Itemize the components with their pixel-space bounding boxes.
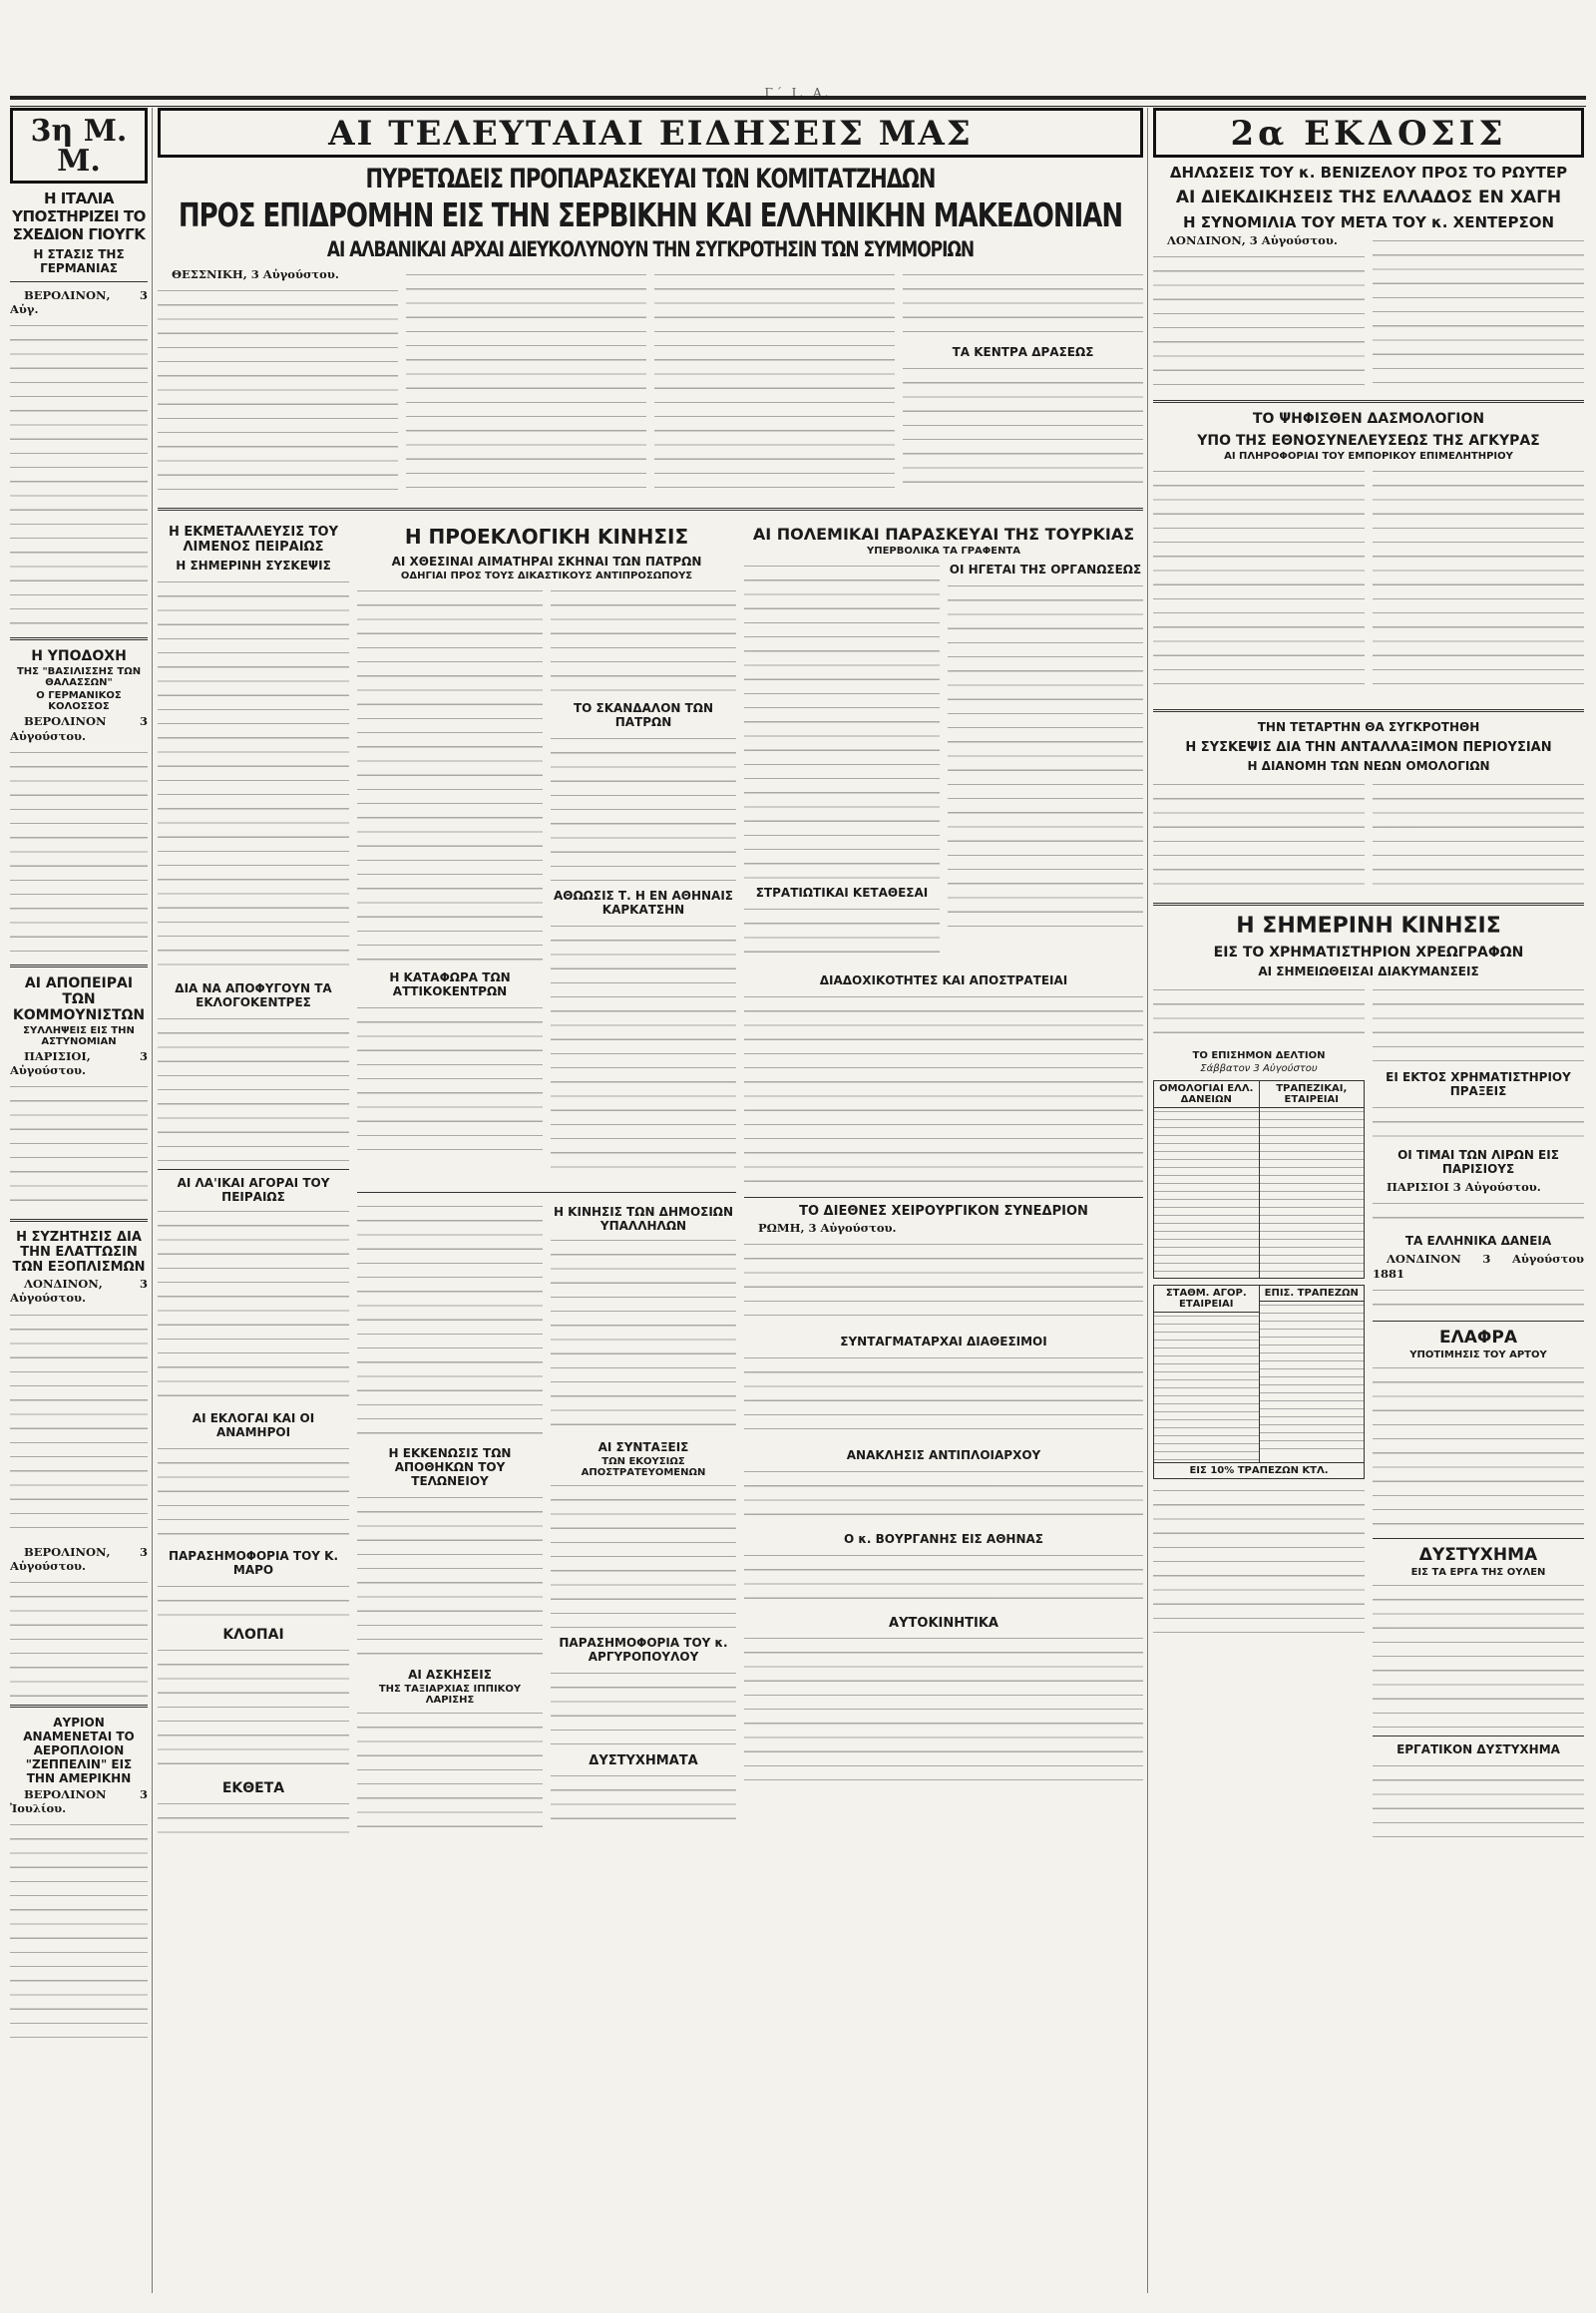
subhead-military-moves: ΣΤΡΑΤΙΩΤΙΚΑΙ ΚΕΤΑΘΕΣΑΙ <box>755 886 929 900</box>
headline-communists: ΑΙ ΑΠΟΠΕΙΡΑΙ ΤΩΝ ΚΟΜΜΟΥΝΙΣΤΩΝ <box>12 974 146 1023</box>
left-column <box>10 108 148 2045</box>
headline-zeppelin: ΑΥΡΙΟΝ ΑΝΑΜΕΝΕΤΑΙ ΤΟ ΑΕΡΟΠΛΟΙΟΝ "ΖΕΠΠΕΛΙΝ" ΕΙΣ ΤΗΝ ΑΜΕΡΙΚΗΝ <box>23 1716 135 1786</box>
subhead-leaders: ΟΙ ΗΓΕΤΑΙ ΤΗΣ ΟΡΓΑΝΩΣΕΩΣ <box>949 563 1142 577</box>
dateline: ΒΕΡΟΛΙΝΟΝ, 3 Αὐγ. <box>10 288 148 317</box>
subhead-ulen: ΕΙΣ ΤΑ ΕΡΓΑ ΤΗΣ ΟΥΛΕΝ <box>1410 1566 1546 1578</box>
stock-table <box>1153 1080 1365 1279</box>
headline-ypodoxi: Η ΥΠΟΔΟΧΗ <box>31 648 127 665</box>
table-header: ΕΠΙΣ. ΤΡΑΠΕΖΩΝ <box>1260 1286 1365 1302</box>
subhead-bread: ΥΠΟΤΙΜΗΣΙΣ ΤΟΥ ΑΡΤΟΥ <box>1409 1349 1547 1360</box>
subhead-greek-loans: ΤΑ ΕΛΛΗΝΙΚΑ ΔΑΝΕΙΑ <box>1404 1234 1552 1249</box>
subhead-decoration: ΠΑΡΑΣΗΜΟΦΟΡΙΑ ΤΟΥ Κ. ΜΑΡΟ <box>168 1549 339 1577</box>
headline-accident: ΔΥΣΤΥΧΗΜΑ <box>1418 1544 1538 1565</box>
dateline: ΘΕΣΣΝΙΚΗ, 3 Αὐγούστου. <box>172 267 339 281</box>
headline-stock-exchange: Η ΣΗΜΕΡΙΝΗ ΚΙΝΗΣΙΣ <box>1236 914 1501 940</box>
subhead-cavalry: ΤΗΣ ΤΑΞΙΑΡΧΙΑΣ ΙΠΠΙΚΟΥ ΛΑΡΙΣΗΣ <box>378 1684 522 1706</box>
headline-exercises: ΑΙ ΑΣΚΗΣΕΙΣ <box>408 1668 492 1682</box>
subhead-scandal: ΤΟ ΣΚΑΝΔΑΛΟΝ ΤΩΝ ΠΑΤΡΩΝ <box>573 701 714 729</box>
column-rule <box>1147 108 1148 2293</box>
headline-tariff: ΤΟ ΨΗΦΙΣΘΕΝ ΔΑΣΜΟΛΟΓΙΟΝ <box>1252 411 1485 428</box>
headline-congress: ΤΟ ΔΙΕΘΝΕΣ ΧΕΙΡΟΥΡΓΙΚΟΝ ΣΥΝΕΔΡΙΟΝ <box>799 1204 1088 1219</box>
table-footer: ΕΙΣ 10% ΤΡΑΠΕΖΩΝ ΚΤΛ. <box>1154 1462 1364 1478</box>
table-date: Σάββατον 3 Αὐγούστου <box>1200 1063 1318 1075</box>
subhead-chamber: ΑΙ ΠΛΗΡΟΦΟΡΙΑΙ ΤΟΥ ΕΜΠΟΡΙΚΟΥ ΕΠΙΜΕΛΗΤΗΡΙΟΥ <box>1224 451 1513 463</box>
edition-box-3mm: 3η Μ. Μ. <box>10 108 148 184</box>
right-column: 2α ΕΚΔΟΣΙΣ ΔΗΛΩΣΕΙΣ ΤΟΥ κ. ΒΕΝΙΖΕΛΟΥ ΠΡΟΣ ΤΟ ΡΩΥΤΕΡ ΑΙ ΔΙΕΚΔΙΚΗΣΕΙΣ ΤΗΣ ΕΛΛΑΔΟΣ ΕΝ ΧΑΓΗ Η ΣΥΝΟΜΙΛΙΑ ΤΟΥ ΜΕΤΑ ΤΟΥ κ. ΧΕΝΤΕΡΣΟΝ ΛΟΝΔΙΝΟΝ, 3 Αὐγούστου. ΤΟ ΨΗΦΙΣΘΕΝ ΔΑΣΜΟΛΟΓΙΟΝ ΥΠΟ ΤΗΣ ΕΘΝΟΣΥΝΕΛΕΥΣΕΩΣ ΤΗΣ ΑΓΚΥΡΑΣ ΑΙ ΠΛΗΡΟΦΟΡΙΑΙ ΤΟΥ ΕΜΠΟΡΙΚΟΥ ΕΠΙΜΕΛΗΤΗΡΙΟΥ ΤΗΝ ΤΕΤΑΡΤΗΝ ΘΑ ΣΥΓΚΡΟΤΗΘΗ Η ΣΥΣΚΕΨΙΣ ΔΙΑ ΤΗΝ ΑΝΤΑΛΛΑΞΙΜΟΝ ΠΕΡΙΟΥΣΙΑΝ Η ΔΙΑΝΟΜΗ ΤΩΝ ΝΕΩΝ ΟΜΟΛΟΓΙΩΝ Η ΣΗΜΕΡΙΝΗ ΚΙΝΗΣΙΣ ΕΙΣ ΤΟ ΧΡΗΜΑΤΙΣΤΗΡΙΟΝ ΧΡΕΩΓΡΑΦΩΝ ΑΙ ΣΗΜΕΙΩΘΕΙΣΑΙ ΔΙΑΚΥΜΑΝΣΕΙΣ ΤΟ ΕΠΙΣΗΜΟΝ ΔΕΛΤΙΟΝ Σάββατον 3 Αὐγούστου ΟΜΟΛΟΓΙΑΙ ΕΛΛ. ΔΑΝΕΙΩΝ ΤΡΑΠΕΖΙΚΑΙ, ΕΤΑΙΡΕΙΑΙ ΣΤΑΘΜ. ΑΓΟΡ. ΕΤΑΙΡΕΙΑΙ ΕΠΙΣ. ΤΡΑΠΕΖΩΝ ΕΙΣ 10% ΤΡΑΠΕΖΩΝ ΚΤΛ. ΕΙ ΕΚΤΟΣ ΧΡΗΜΑΤΙΣΤΗΡΙΟΥ ΠΡΑΞΕΙΣ ΟΙ ΤΙΜΑΙ ΤΩΝ ΛΙΡΩΝ ΕΙΣ ΠΑΡΙΣΙΟΥΣ ΠΑΡΙΣΙΟΙ 3 Αὐγούστου. ΤΑ ΕΛΛΗΝΙΚΑ ΔΑΝΕΙΑ ΛΟΝΔΙΝΟΝ 3 Αὐγούστου 1881 ΕΛΑΦΡΑ ΥΠΟΤΙΜΗΣΙΣ ΤΟΥ ΑΡΤΟΥ ΔΥΣΤΥΧΗΜΑ ΕΙΣ ΤΑ ΕΡΓΑ ΤΗΣ ΟΥΛΕΝ ΕΡΓΑΤΙΚΟΝ ΔΥΣΤΥΧΗΜΑ <box>1153 108 1584 1846</box>
subhead-pound-prices: ΟΙ ΤΙΜΑΙ ΤΩΝ ΛΙΡΩΝ ΕΙΣ ΠΑΡΙΣΙΟΥΣ <box>1397 1148 1559 1177</box>
dateline: ΒΕΡΟΛΙΝΟΝ 3 Ἰουλίου. <box>10 1787 148 1816</box>
subhead-retired: ΤΩΝ ΕΚΟΥΣΙΩΣ ΑΠΟΣΤΡΑΤΕΥΟΜΕΝΩΝ <box>581 1456 706 1478</box>
subhead-recall: ΑΝΑΚΛΗΣΙΣ ΑΝΤΙΠΛΟΙΑΡΧΟΥ <box>846 1448 1041 1463</box>
headline-italy: Η ΙΤΑΛΙΑ ΥΠΟΣΤΗΡΙΖΕΙ ΤΟ ΣΧΕΔΙΟΝ ΓΙΟΥΓΚ <box>12 190 146 243</box>
article-text <box>10 1081 148 1211</box>
main-headline-2: ΠΡΟΣ ΕΠΙΔΡΟΜΗΝ ΕΙΣ ΤΗΝ ΣΕΡΒΙΚΗΝ ΚΑΙ ΕΛΛΗΝΙΚΗΝ ΜΑΚΕΔΟΝΙΑΝ <box>178 197 1123 235</box>
subhead-evacuation: Η ΕΚΚΕΝΩΣΙΣ ΤΩΝ ΑΠΟΘΗΚΩΝ ΤΟΥ ΤΕΛΩΝΕΙΟΥ <box>388 1446 512 1488</box>
headline-claims: ΑΙ ΔΙΕΚΔΙΚΗΣΕΙΣ ΤΗΣ ΕΛΛΑΔΟΣ ΕΝ ΧΑΓΗ <box>1175 188 1562 207</box>
dateline: ΒΕΡΟΛΙΝΟΝ 3 Αὐγούστου. <box>10 714 148 743</box>
dateline: ΛΟΝΔΙΝΟΝ, 3 Αὐγούστου. <box>10 1277 148 1306</box>
headline-ektheta: ΕΚΘΕΤΑ <box>221 1780 285 1796</box>
subhead-successions: ΔΙΑΔΟΧΙΚΟΤΗΤΕΣ ΚΑΙ ΑΠΟΣΤΡΑΤΕΙΑΙ <box>819 973 1068 987</box>
subhead-argyropoulos: ΠΑΡΑΣΗΜΟΦΟΡΙΑ ΤΟΥ κ. ΑΡΓΥΡΟΠΟΥΛΟΥ <box>559 1636 728 1664</box>
subhead-karkatsis: ΑΘΩΩΣΙΣ Τ. Η ΕΝ ΑΘΗΝΑΙΣ ΚΑΡΚΑΤΣΗΝ <box>553 889 733 917</box>
article-text <box>10 1819 148 2039</box>
headline-thefts: ΚΛΟΠΑΙ <box>222 1627 284 1643</box>
subhead-bonds: Η ΔΙΑΝΟΜΗ ΤΩΝ ΝΕΩΝ ΟΜΟΛΟΓΙΩΝ <box>1247 759 1490 774</box>
top-rule <box>10 96 1586 107</box>
main-headline-1: ΠΥΡΕΤΩΔΕΙΣ ΠΡΟΠΑΡΑΣΚΕΥΑΙ ΤΩΝ ΚΟΜΙΤΑΤΖΗΔΩΝ <box>365 164 936 193</box>
subhead-off-exchange: ΕΙ ΕΚΤΟΣ ΧΡΗΜΑΤΙΣΤΗΡΙΟΥ ΠΡΑΞΕΙΣ <box>1386 1070 1571 1099</box>
middle-stories: Η ΕΚΜΕΤΑΛΛΕΥΣΙΣ ΤΟΥ ΛΙΜΕΝΟΣ ΠΕΙΡΑΙΩΣ Η ΣΗΜΕΡΙΝΗ ΣΥΣΚΕΨΙΣ ΔΙΑ ΝΑ ΑΠΟΦΥΓΟΥΝ ΤΑ ΕΚΛΟΓΟΚΕΝΤΡΕΣ ΑΙ ΛΑ'ΙΚΑΙ ΑΓΟΡΑΙ ΤΟΥ ΠΕΙΡΑΙΩΣ ΑΙ ΕΚΛΟΓΑΙ ΚΑΙ ΟΙ ΑΝΑΜΗΡΟΙ ΠΑΡΑΣΗΜΟΦΟΡΙΑ ΤΟΥ Κ. ΜΑΡΟ ΚΛΟΠΑΙ ΕΚΘΕΤΑ Η ΠΡΟΕΚΛΟΓΙΚΗ ΚΙΝΗΣΙΣ ΑΙ ΧΘΕΣΙΝΑΙ ΑΙΜΑΤΗΡΑΙ ΣΚΗΝΑΙ ΤΩΝ ΠΑΤΡΩΝ ΟΔΗΓΙΑΙ ΠΡΟΣ ΤΟΥΣ ΔΙΚΑΣΤΙΚΟΥΣ ΑΝΤΙΠΡΟΣΩΠΟΥΣ Η ΚΑΤΑΦΩΡΑ ΤΩΝ ΑΤΤΙΚΟΚΕΝΤΡΩΝ ΤΟ ΣΚΑΝΔΑΛΟΝ ΤΩΝ ΠΑΤΡΩΝ ΑΘΩΩΣΙΣ Τ. Η ΕΝ ΑΘΗΝΑΙΣ ΚΑΡΚΑΤΣΗΝ Η ΕΚΚΕΝΩΣΙΣ ΤΩΝ ΑΠΟΘΗΚΩΝ ΤΟΥ ΤΕΛΩΝΕΙΟΥ ΑΙ ΑΣΚΗΣΕΙΣ ΤΗΣ ΤΑΞΙΑΡΧΙΑΣ ΙΠΠΙΚΟΥ ΛΑΡΙΣΗΣ Η ΚΙΝΗΣΙΣ ΤΩΝ ΔΗΜΟΣΙΩΝ ΥΠΑΛΛΗΛΩΝ ΑΙ ΣΥΝΤΑΞΕΙΣ ΤΩΝ ΕΚΟΥΣΙΩΣ ΑΠΟΣΤΡΑΤΕΥΟΜΕΝΩΝ ΠΑΡΑΣΗΜΟΦΟΡΙΑ ΤΟΥ κ. ΑΡΓΥΡΟΠΟΥΛΟΥ ΔΥΣΤΥΧΗΜΑΤΑ ΑΙ ΠΟΛΕΜΙΚΑΙ ΠΑΡΑΣΚΕΥΑΙ ΤΗΣ ΤΟΥΡΚΙΑΣ ΥΠΕΡΒΟΛΙΚΑ ΤΑ ΓΡΑΦΕΝΤΑ ΣΤΡΑΤΙΩΤΙΚΑΙ ΚΕΤΑΘΕΣΑΙ ΟΙ ΗΓΕΤΑΙ ΤΗΣ ΟΡΓΑΝΩΣΕΩΣ ΔΙΑΔΟΧΙΚΟΤΗΤΕΣ ΚΑΙ ΑΠΟΣΤΡΑΤΕΙΑΙ ΤΟ ΔΙΕΘΝΕΣ ΧΕΙΡΟΥΡΓΙΚΟΝ ΣΥΝΕΔΡΙΟΝ ΡΩΜΗ, 3 Αὐγούστου. ΣΥΝΤΑΓΜΑΤΑΡΧΑΙ ΔΙΑΘΕΣΙΜΟΙ ΑΝΑΚΛΗΣΙΣ ΑΝΤΙΠΛΟΙΑΡΧΟΥ Ο κ. ΒΟΥΡΓΑΝΗΣ ΕΙΣ ΑΘΗΝΑΣ ΑΥΤΟΚΙΝΗΤΙΚΑ <box>158 519 1143 1844</box>
headline-venizelos: ΔΗΛΩΣΕΙΣ ΤΟΥ κ. ΒΕΝΙΖΕΛΟΥ ΠΡΟΣ ΤΟ ΡΩΥΤΕΡ <box>1169 164 1568 182</box>
subhead-germany: Η ΣΤΑΣΙΣ ΤΗΣ ΓΕΡΜΑΝΙΑΣ <box>33 247 125 275</box>
edition-box-2nd: 2α ΕΚΔΟΣΙΣ <box>1153 108 1584 158</box>
lead-story-columns <box>158 267 1143 500</box>
dateline: ΠΑΡΙΣΙΟΙ, 3 Αὐγούστου. <box>10 1048 148 1078</box>
table-header: ΤΡΑΠΕΖΙΚΑΙ, ΕΤΑΙΡΕΙΑΙ <box>1260 1081 1365 1108</box>
center-column <box>158 108 1143 1844</box>
subhead-ankara: ΥΠΟ ΤΗΣ ΕΘΝΟΣΥΝΕΛΕΥΣΕΩΣ ΤΗΣ ΑΓΚΥΡΑΣ <box>1197 433 1540 450</box>
subhead-patras: ΑΙ ΧΘΕΣΙΝΑΙ ΑΙΜΑΤΗΡΑΙ ΣΚΗΝΑΙ ΤΩΝ ΠΑΤΡΩΝ <box>391 555 702 569</box>
subhead-instructions: ΟΔΗΓΙΑΙ ΠΡΟΣ ΤΟΥΣ ΔΙΚΑΣΤΙΚΟΥΣ ΑΝΤΙΠΡΟΣΩΠΟΥΣ <box>400 571 693 581</box>
subhead-exchange: ΕΙΣ ΤΟ ΧΡΗΜΑΤΙΣΤΗΡΙΟΝ ΧΡΕΩΓΡΑΦΩΝ <box>1213 945 1524 962</box>
subhead-meeting: Η ΣΗΜΕΡΙΝΗ ΣΥΣΚΕΨΙΣ <box>176 559 331 573</box>
headline-elafra: ΕΛΑΦΡΑ <box>1439 1327 1517 1348</box>
subhead-vourganis: Ο κ. ΒΟΥΡΓΑΝΗΣ ΕΙΣ ΑΘΗΝΑΣ <box>844 1532 1043 1547</box>
table-title: ΤΟ ΕΠΙΣΗΜΟΝ ΔΕΛΤΙΟΝ <box>1192 1050 1326 1062</box>
article-text <box>10 747 148 957</box>
subhead-elections: ΑΙ ΕΚΛΟΓΑΙ ΚΑΙ ΟΙ ΑΝΑΜΗΡΟΙ <box>192 1411 315 1439</box>
subhead-attica: Η ΚΑΤΑΦΩΡΑ ΤΩΝ ΑΤΤΙΚΟΚΕΝΤΡΩΝ <box>389 970 511 998</box>
column-rule <box>152 108 153 2293</box>
subhead-colossus: Ο ΓΕΡΜΑΝΙΚΟΣ ΚΟΛΟΣΣΟΣ <box>36 690 122 713</box>
subhead-exaggerated: ΥΠΕΡΒΟΛΙΚΑ ΤΑ ΓΡΑΦΕΝΤΑ <box>866 546 1021 557</box>
dateline: ΒΕΡΟΛΙΝΟΝ, 3 Αὐγούστου. <box>10 1544 148 1573</box>
subhead-centers: ΤΑ ΚΕΝΤΡΑ ΔΡΑΣΕΩΣ <box>952 345 1094 359</box>
headline-cars: ΑΥΤΟΚΙΝΗΤΙΚΑ <box>889 1616 998 1632</box>
main-headline-3: ΑΙ ΑΛΒΑΝΙΚΑΙ ΑΡΧΑΙ ΔΙΕΥΚΟΛΥΝΟΥΝ ΤΗΝ ΣΥΓΚΡΟΤΗΣΙΝ ΤΩΝ ΣΥΜΜΟΡΙΩΝ <box>326 237 975 262</box>
subhead-avoid: ΔΙΑ ΝΑ ΑΠΟΦΥΓΟΥΝ ΤΑ ΕΚΛΟΓΟΚΕΝΤΡΕΣ <box>175 981 332 1009</box>
article-text <box>10 1577 148 1697</box>
table-header: ΣΤΑΘΜ. ΑΓΟΡ. ΕΤΑΙΡΕΙΑΙ <box>1154 1286 1259 1313</box>
headline-henderson: Η ΣΥΝΟΜΙΛΙΑ ΤΟΥ ΜΕΤΑ ΤΟΥ κ. ΧΕΝΤΕΡΣΟΝ <box>1182 213 1555 231</box>
headline-wednesday: ΤΗΝ ΤΕΤΑΡΤΗΝ ΘΑ ΣΥΓΚΡΟΤΗΘΗ <box>1257 720 1480 735</box>
banner-latest-news: ΑΙ ΤΕΛΕΥΤΑΙΑΙ ΕΙΔΗΣΕΙΣ ΜΑΣ <box>158 108 1143 158</box>
article-text <box>10 320 148 629</box>
headline-port: Η ΕΚΜΕΤΑΛΛΕΥΣΙΣ ΤΟΥ ΛΙΜΕΝΟΣ ΠΕΙΡΑΙΩΣ <box>169 525 338 555</box>
headline-disarmament: Η ΣΥΖΗΤΗΣΙΣ ΔΙΑ ΤΗΝ ΕΛΑΤΤΩΣΙΝ ΤΩΝ ΕΞΟΠΛΙΣΜΩΝ <box>12 1230 146 1276</box>
headline-pre-election: Η ΠΡΟΕΚΛΟΓΙΚΗ ΚΙΝΗΣΙΣ <box>404 525 689 549</box>
headline-turkey: ΑΙ ΠΟΛΕΜΙΚΑΙ ΠΑΡΑΣΚΕΥΑΙ ΤΗΣ ΤΟΥΡΚΙΑΣ <box>752 525 1135 544</box>
page-mark: Γ΄ Ι. Α. <box>764 86 832 100</box>
subhead-queen-seas: ΤΗΣ "ΒΑΣΙΛΙΣΣΗΣ ΤΩΝ ΘΑΛΑΣΣΩΝ" <box>16 666 142 689</box>
article-text <box>10 1310 148 1539</box>
stock-table-2 <box>1153 1285 1365 1479</box>
headline-civil-servants: Η ΚΙΝΗΣΙΣ ΤΩΝ ΔΗΜΟΣΙΩΝ ΥΠΑΛΛΗΛΩΝ <box>553 1205 734 1233</box>
headline-worker-accident: ΕΡΓΑΤΙΚΟΝ ΔΥΣΤΥΧΗΜΑ <box>1396 1741 1560 1756</box>
subhead-exchangeable: Η ΣΥΣΚΕΨΙΣ ΔΙΑ ΤΗΝ ΑΝΤΑΛΛΑΞΙΜΟΝ ΠΕΡΙΟΥΣΙΑΝ <box>1185 740 1552 756</box>
subhead-fluctuations: ΑΙ ΣΗΜΕΙΩΘΕΙΣΑΙ ΔΙΑΚΥΜΑΝΣΕΙΣ <box>1258 964 1479 979</box>
table-header: ΟΜΟΛΟΓΙΑΙ ΕΛΛ. ΔΑΝΕΙΩΝ <box>1154 1081 1259 1108</box>
headline-accidents: ΔΥΣΤΥΧΗΜΑΤΑ <box>589 1753 698 1768</box>
headline-pensions: ΑΙ ΣΥΝΤΑΞΕΙΣ <box>598 1440 689 1454</box>
subhead-arrests: ΣΥΛΛΗΨΕΙΣ ΕΙΣ ΤΗΝ ΑΣΤΥΝΟΜΙΑΝ <box>23 1024 135 1047</box>
subhead-colonels: ΣΥΝΤΑΓΜΑΤΑΡΧΑΙ ΔΙΑΘΕΣΙΜΟΙ <box>840 1335 1047 1349</box>
headline-markets: ΑΙ ΛΑ'ΙΚΑΙ ΑΓΟΡΑΙ ΤΟΥ ΠΕΙΡΑΙΩΣ <box>177 1176 330 1204</box>
